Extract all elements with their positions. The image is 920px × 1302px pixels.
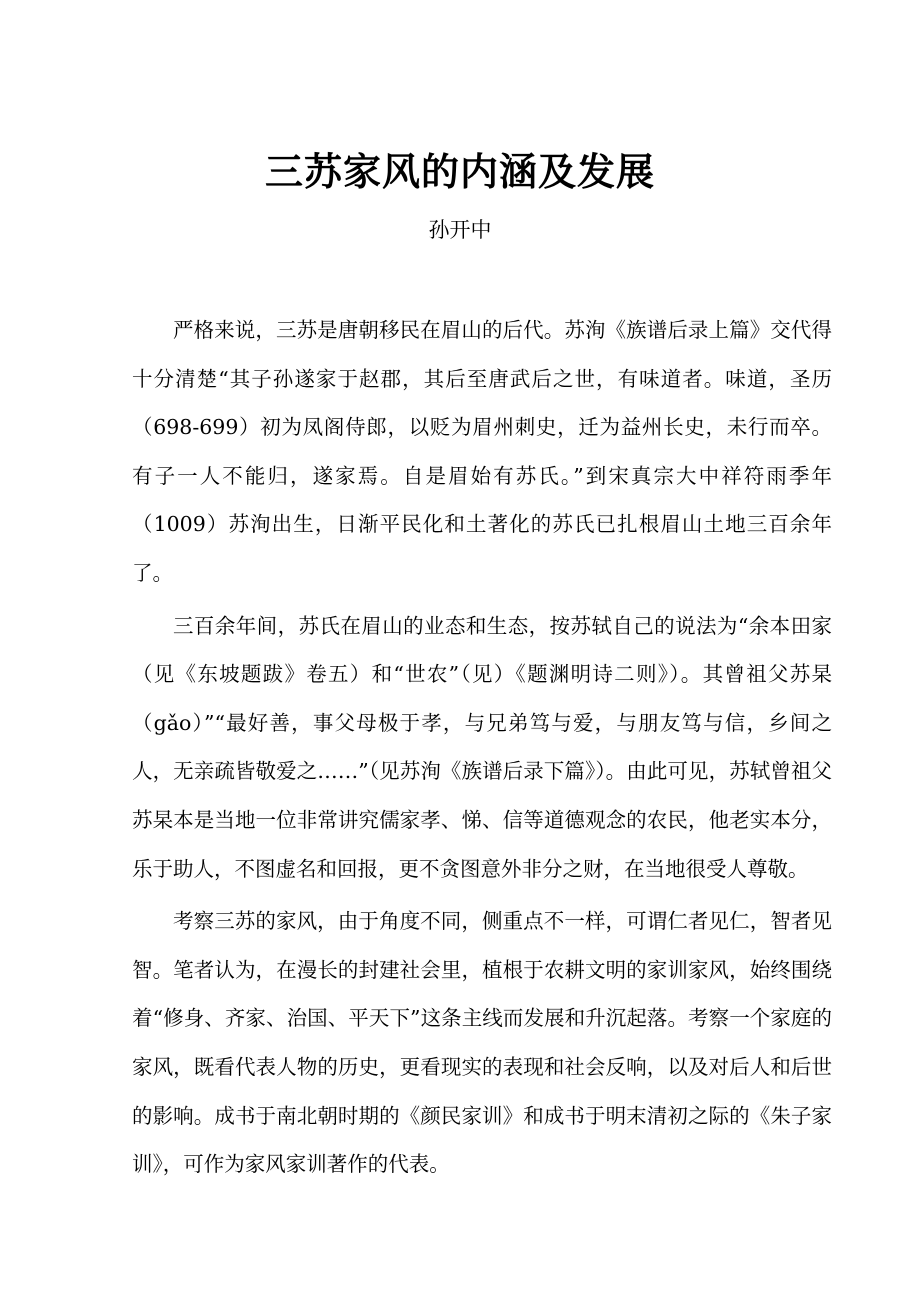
document-title: 三苏家风的内涵及发展 — [264, 150, 655, 194]
paragraph: 考察三苏的家风，由于角度不同，侧重点不一样，可谓仁者见仁，智者见智。笔者认为，在漫长的封建社会里，植根于农耕文明的家训家风，始终围绕着“修身、齐家、治国、平天下”这条主线而发展和升沉起落。考察一个家庭的家风，既看代表人物的历史，更看现实的表现和社会反响，以及对后人和后世的影响。成书于南北朝时期的《颜民家训》和成书于明末清初之际的《朱子家训》，可作为家风家训著作的代表。 — [132, 909, 832, 1177]
article-body — [132, 306, 832, 1193]
paragraph: 严格来说，三苏是唐朝移民在眉山的后代。苏洵《族谱后录上篇》交代得十分清楚“其子孙遂家于赵郡，其后至唐武后之世，有味道者。味道，圣历（698-699）初为凤阁侍郎，以贬为眉州刺史，迁为益州长史，未行而卒。有子一人不能归，遂家焉。自是眉始有苏氏。”到宋真宗大中祥符雨季年（1009）苏洵出生，日渐平民化和土著化的苏氏已扎根眉山土地三百余年了。 — [132, 318, 832, 585]
author-name: 孙开中 — [428, 218, 492, 242]
paragraph: 三百余年间，苏氏在眉山的业态和生态，按苏轼自己的说法为“余本田家（见《东坡题跋》卷五）和“世农”（见）《题渊明诗二则》）。其曾祖父苏杲（gǎo）”“最好善，事父母极于孝，与兄弟笃与爱，与朋友笃与信，乡间之人，无亲疏皆敬爱之……”（见苏洵《族谱后录下篇》）。由此可见，苏轼曾祖父苏杲本是当地一位非常讲究儒家孝、悌、信等道德观念的农民，他老实本分，乐于助人，不图虚名和回报，更不贪图意外非分之财，在当地很受人尊敬。 — [132, 613, 832, 881]
